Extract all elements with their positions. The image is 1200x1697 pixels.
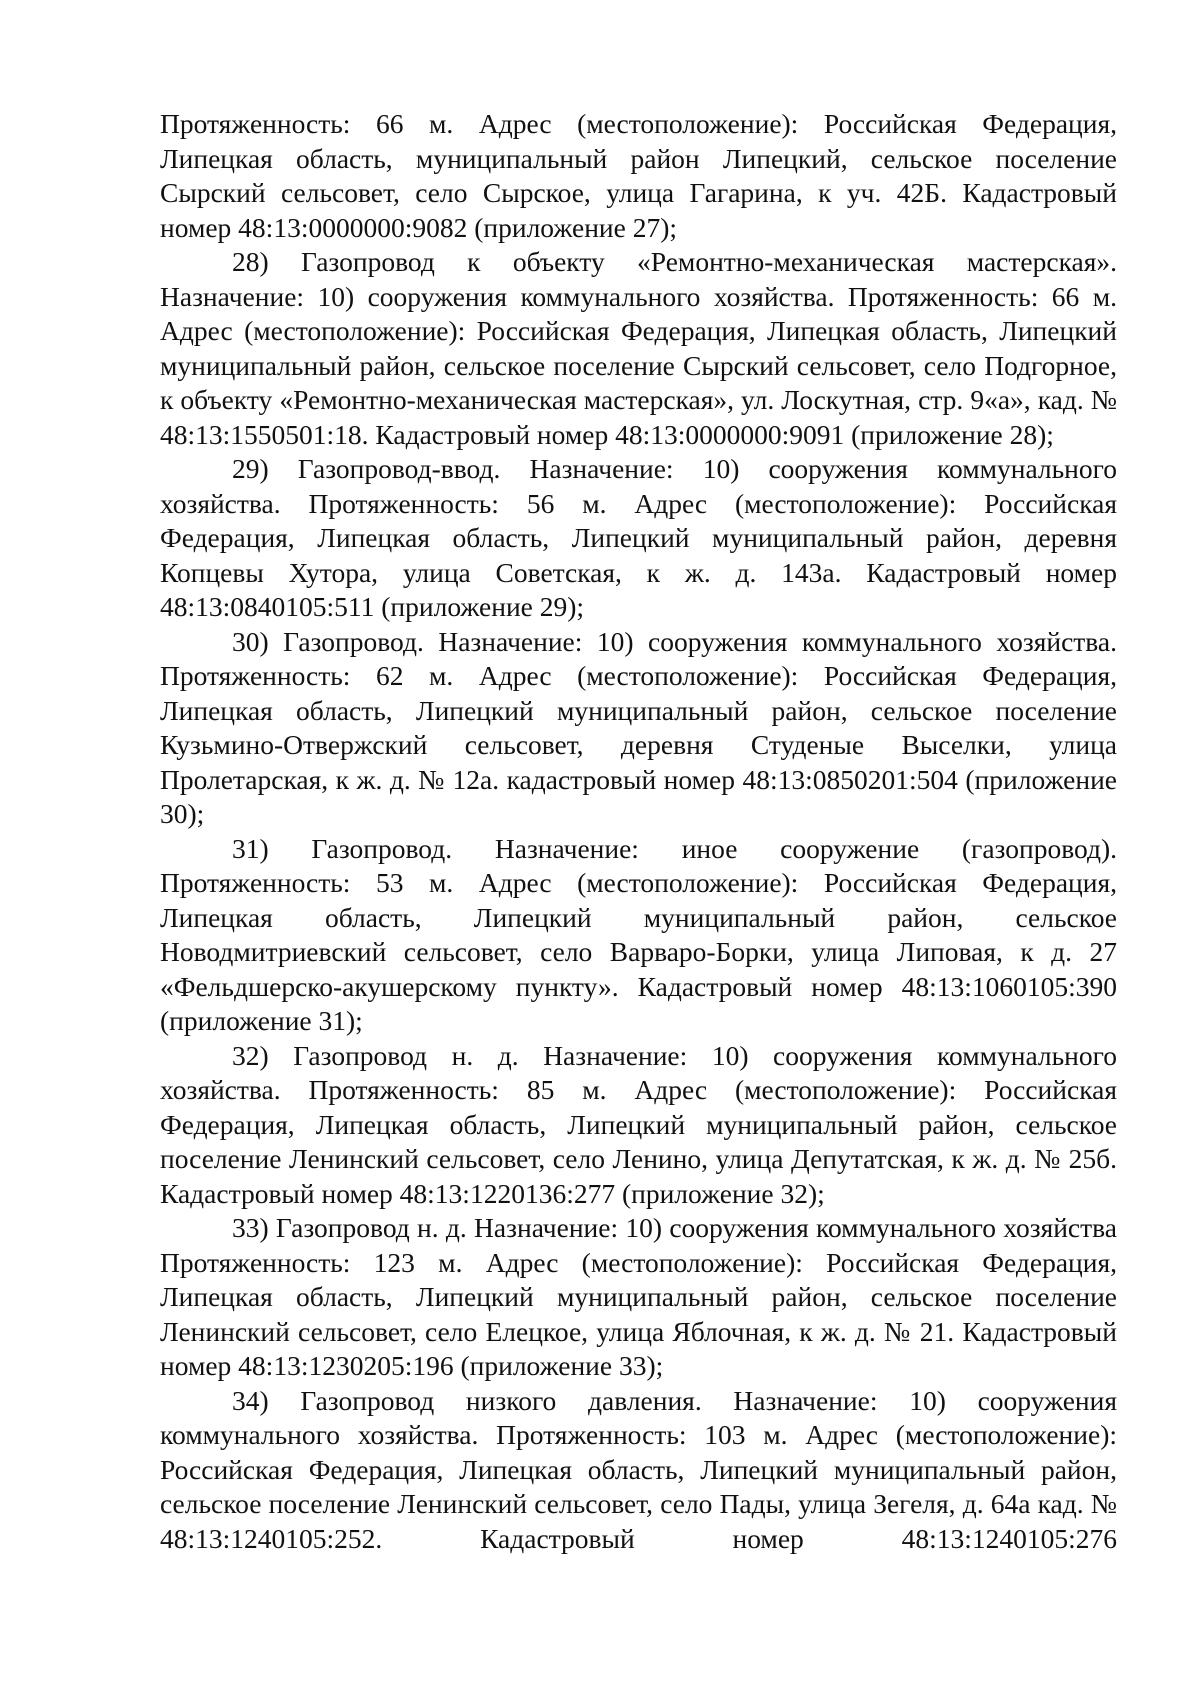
- paragraph-item-32: 32) Газопровод н. д. Назначение: 10) сооружения коммунального хозяйства. Протяженность: 85 м. Адрес (местоположение): Российская Федерация, Липецкая область, Липецкий муниципальный район, сельское поселение Ленинский сельсовет, село Ленино, улица Депутатская, к ж. д. № 25б. Кадастровый номер 48:13:1220136:277 (приложение 32);: [160, 1039, 1117, 1209]
- paragraph-item-30: 30) Газопровод. Назначение: 10) сооружения коммунального хозяйства. Протяженность: 62 м. Адрес (местоположение): Российская Федерация, Липецкая область, Липецкий муниципальный район, сельское поселение Кузьмино-Отвержский сельсовет, деревня Студеные Выселки, улица Пролетарская, к ж. д. № 12а. кадастровый номер 48:13:0850201:504 (приложение 30);: [160, 625, 1117, 829]
- paragraph-item-33: 33) Газопровод н. д. Назначение: 10) сооружения коммунального хозяйства Протяженность: 123 м. Адрес (местоположение): Российская Федерация, Липецкая область, Липецкий муниципальный район, сельское поселение Ленинский сельсовет, село Елецкое, улица Яблочная, к ж. д. № 21. Кадастровый номер 48:13:1230205:196 (приложение 33);: [160, 1212, 1117, 1381]
- paragraph-item-31: 31) Газопровод. Назначение: иное сооружение (газопровод). Протяженность: 53 м. Адрес (местоположение): Российская Федерация, Липецкая область, Липецкий муниципальный район, сельское Новодмитриевский сельсовет, село Варваро-Борки, улица Липовая, к д. 27 «Фельдшерско-акушерскому пункту». Кадастровый номер 48:13:1060105:390 (приложение 31);: [160, 832, 1117, 1036]
- paragraph-item-27-continuation: Протяженность: 66 м. Адрес (местоположение): Российская Федерация, Липецкая область, муниципальный район Липецкий, сельское поселение Сырский сельсовет, село Сырское, улица Гагарина, к уч. 42Б. Кадастровый номер 48:13:0000000:9082 (приложение 27);: [160, 108, 1117, 243]
- paragraph-item-29: 29) Газопровод-ввод. Назначение: 10) сооружения коммунального хозяйства. Протяженность: 56 м. Адрес (местоположение): Российская Федерация, Липецкая область, Липецкий муниципальный район, деревня Копцевы Хутора, улица Советская, к ж. д. 143а. Кадастровый номер 48:13:0840105:511 (приложение 29);: [160, 453, 1117, 622]
- document-body: [160, 107, 1117, 1556]
- paragraph-item-34: 34) Газопровод низкого давления. Назначение: 10) сооружения коммунального хозяйства. Протяженность: 103 м. Адрес (местоположение): Российская Федерация, Липецкая область, Липецкий муниципальный район, сельское поселение Ленинский сельсовет, село Пады, улица Зегеля, д. 64а кад. № 48:13:1240105:252. Кадастровый номер 48:13:1240105:276: [160, 1384, 1117, 1554]
- paragraph-item-28: 28) Газопровод к объекту «Ремонтно-механическая мастерская». Назначение: 10) сооружения коммунального хозяйства. Протяженность: 66 м. Адрес (местоположение): Российская Федерация, Липецкая область, Липецкий муниципальный район, сельское поселение Сырский сельсовет, село Подгорное, к объекту «Ремонтно-механическая мастерская», ул. Лоскутная, стр. 9«а», кад. № 48:13:1550501:18. Кадастровый номер 48:13:0000000:9091 (приложение 28);: [160, 246, 1117, 450]
